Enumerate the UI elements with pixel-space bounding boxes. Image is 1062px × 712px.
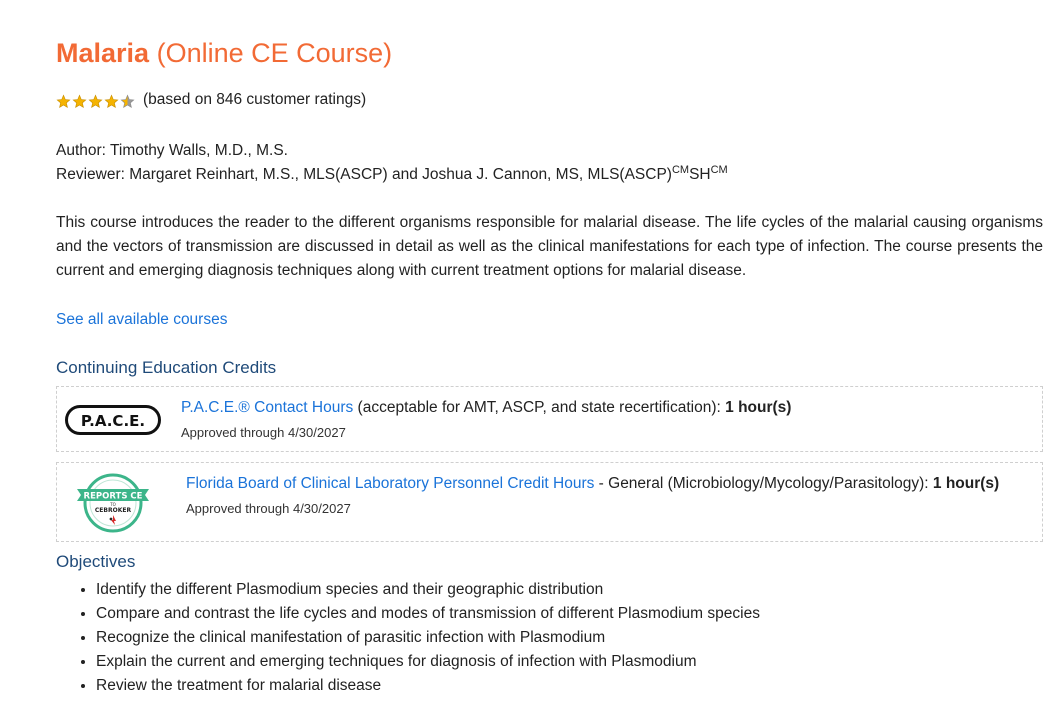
pace-credit-hours: 1 hour(s) <box>725 399 792 416</box>
cebroker-logo-bottom-text: CEBROKER <box>94 507 132 514</box>
florida-credit-content <box>186 463 999 519</box>
objective-item: • Recognize the clinical manifestation of parasitic infection with Plasmodium <box>96 626 1043 650</box>
ce-credits-heading: Continuing Education Credits <box>56 358 277 377</box>
objective-item: • Compare and contrast the life cycles and modes of transmission of different Plasmodium species <box>96 602 1043 626</box>
course-type: (Online CE Course) <box>156 38 393 68</box>
florida-approved-date: Approved through 4/30/2027 <box>186 501 351 516</box>
star-full-icon <box>56 94 71 109</box>
cebroker-logo <box>57 463 186 539</box>
cebroker-badge-icon <box>73 472 155 534</box>
course-page <box>56 36 1043 698</box>
reviewer-suffix-cm: CM <box>671 164 690 176</box>
page-title <box>56 36 1043 70</box>
florida-credit-box <box>56 462 1043 542</box>
objective-item: • Explain the current and emerging techniques for diagnosis of infection with Plasmodium <box>96 650 1043 674</box>
rating-row <box>56 89 1043 111</box>
course-contributors <box>56 139 1043 187</box>
star-full-icon <box>72 94 87 109</box>
florida-credit-detail: - General (Microbiology/Mycology/Parasitology): <box>594 475 933 492</box>
reviewer-label: Reviewer: <box>56 166 125 183</box>
pace-credit-line <box>181 397 791 419</box>
florida-credit-line <box>186 473 999 495</box>
author-line <box>56 139 1043 163</box>
objective-item: • Review the treatment for malarial disease <box>96 674 1043 698</box>
course-description: This course introduces the reader to the different organisms responsible for malarial disease. The life cycles of the malarial causing organisms and the vectors of transmission are discussed in detail as well as the clinical manifestations for each type of infection. The course presents the current and emerging diagnosis techniques along with current treatment options for malarial disease. <box>56 214 1043 279</box>
cebroker-logo-to-text: TO <box>110 502 116 507</box>
star-full-icon <box>104 94 119 109</box>
pace-credit-detail: (acceptable for AMT, ASCP, and state recertification): <box>353 399 726 416</box>
pace-contact-hours-link[interactable]: P.A.C.E.® Contact Hours <box>181 399 354 416</box>
reviewer-suffix-sh: SH <box>689 166 711 183</box>
objectives-heading: Objectives <box>56 552 136 571</box>
pace-logo-text: P.A.C.E. <box>80 412 146 430</box>
author-name: Timothy Walls, M.D., M.S. <box>110 142 288 159</box>
reviewer-suffix-cm-2: CM <box>710 164 728 176</box>
star-full-icon <box>88 94 103 109</box>
see-all-courses-link[interactable]: See all available courses <box>56 311 228 328</box>
reviewer-names: Margaret Reinhart, M.S., MLS(ASCP) and Joshua J. Cannon, MS, MLS(ASCP) <box>129 166 672 183</box>
objective-item: • Identify the different Plasmodium species and their geographic distribution <box>96 578 1043 602</box>
pace-credit-content <box>181 387 791 443</box>
course-title: Malaria <box>56 38 150 68</box>
author-label: Author: <box>56 142 106 159</box>
cebroker-logo-top-text: REPORTS CE <box>83 491 143 502</box>
florida-credit-hours-link[interactable]: Florida Board of Clinical Laboratory Personnel Credit Hours <box>186 475 595 492</box>
pace-logo-icon <box>65 405 161 435</box>
pace-credit-box <box>56 386 1043 452</box>
star-half-icon <box>120 94 135 109</box>
florida-credit-hours: 1 hour(s) <box>932 475 1000 492</box>
star-rating <box>56 93 136 108</box>
reviewer-line <box>56 163 1043 187</box>
rating-count: (based on 846 customer ratings) <box>143 91 367 108</box>
pace-approved-date: Approved through 4/30/2027 <box>181 425 346 440</box>
objectives-list <box>56 578 1043 698</box>
pace-logo <box>57 387 181 440</box>
